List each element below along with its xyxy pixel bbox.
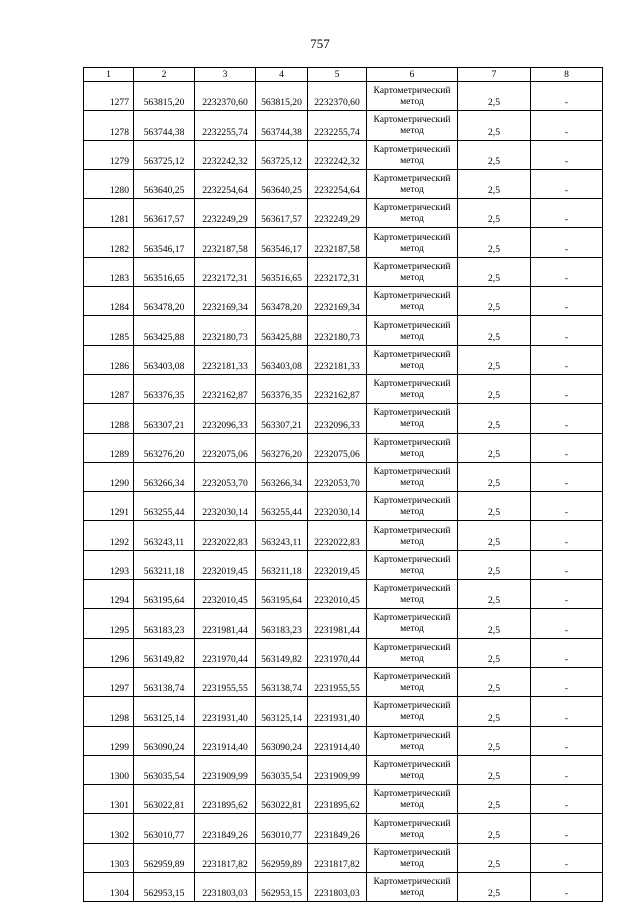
table-cell: 563090,24 <box>256 726 308 755</box>
coordinates-table <box>83 67 603 902</box>
table-cell: 2232254,64 <box>195 169 256 198</box>
table-cell: 563640,25 <box>134 169 195 198</box>
table-body <box>84 82 603 902</box>
table-cell: 2231803,03 <box>195 873 256 902</box>
table-cell: 562953,15 <box>256 873 308 902</box>
table-cell: 2232242,32 <box>308 140 367 169</box>
table-cell: 2,5 <box>458 785 531 814</box>
table-cell: 1304 <box>84 873 134 902</box>
table-cell: 2232019,45 <box>195 550 256 579</box>
table-cell: 2232162,87 <box>308 374 367 403</box>
column-header: 4 <box>256 68 308 82</box>
table-cell: 1288 <box>84 404 134 433</box>
table-cell: - <box>531 667 603 696</box>
table-cell: - <box>531 257 603 286</box>
table-cell: Картометрический метод <box>367 492 458 521</box>
table-cell: 563276,20 <box>256 433 308 462</box>
table-cell: 563546,17 <box>134 228 195 257</box>
table-header-row <box>84 68 603 82</box>
table-cell: Картометрический метод <box>367 287 458 316</box>
table-cell: 2,5 <box>458 697 531 726</box>
table-cell: - <box>531 785 603 814</box>
table-cell: 2232010,45 <box>308 580 367 609</box>
table-cell: 2231981,44 <box>195 609 256 638</box>
table-cell: 563425,88 <box>256 316 308 345</box>
table-cell: 563255,44 <box>256 492 308 521</box>
table-cell: 563183,23 <box>256 609 308 638</box>
table-cell: - <box>531 521 603 550</box>
table-row <box>84 111 603 140</box>
table-row <box>84 521 603 550</box>
table-cell: Картометрический метод <box>367 667 458 696</box>
table-cell: 2,5 <box>458 140 531 169</box>
column-header: 8 <box>531 68 603 82</box>
table-cell: 1303 <box>84 843 134 872</box>
table-cell: - <box>531 726 603 755</box>
table-cell: 563478,20 <box>134 287 195 316</box>
table-cell: 1295 <box>84 609 134 638</box>
table-cell: 563022,81 <box>134 785 195 814</box>
table-row <box>84 140 603 169</box>
table-cell: 1277 <box>84 82 134 111</box>
table-cell: Картометрический метод <box>367 843 458 872</box>
table-cell: Картометрический метод <box>367 257 458 286</box>
table-cell: 563243,11 <box>256 521 308 550</box>
table-cell: 2,5 <box>458 550 531 579</box>
table-cell: 2,5 <box>458 345 531 374</box>
table-cell: 2232249,29 <box>308 199 367 228</box>
table-row <box>84 404 603 433</box>
table-cell: 563403,08 <box>134 345 195 374</box>
table-cell: 2232169,34 <box>308 287 367 316</box>
table-row <box>84 580 603 609</box>
column-header: 5 <box>308 68 367 82</box>
table-cell: 2232053,70 <box>308 462 367 491</box>
table-row <box>84 843 603 872</box>
table-row <box>84 609 603 638</box>
table-cell: 2232053,70 <box>195 462 256 491</box>
table-row <box>84 287 603 316</box>
table-cell: 563725,12 <box>256 140 308 169</box>
table-cell: 2231817,82 <box>195 843 256 872</box>
table-cell: 2,5 <box>458 638 531 667</box>
page-number: 757 <box>310 36 330 51</box>
table-row <box>84 316 603 345</box>
table-cell: 1302 <box>84 814 134 843</box>
table-row <box>84 755 603 784</box>
table-cell: 2232180,73 <box>195 316 256 345</box>
column-header: 3 <box>195 68 256 82</box>
table-cell: 2,5 <box>458 169 531 198</box>
table-cell: 1290 <box>84 462 134 491</box>
table-cell: 2,5 <box>458 843 531 872</box>
table-cell: 2232172,31 <box>195 257 256 286</box>
table-cell: 563516,65 <box>256 257 308 286</box>
table-cell: 563744,38 <box>134 111 195 140</box>
table-row <box>84 667 603 696</box>
table-cell: 563617,57 <box>134 199 195 228</box>
table-cell: 2,5 <box>458 580 531 609</box>
table-cell: Картометрический метод <box>367 462 458 491</box>
table-cell: 563149,82 <box>134 638 195 667</box>
table-cell: 1299 <box>84 726 134 755</box>
table-cell: 1297 <box>84 667 134 696</box>
table-cell: 2232187,58 <box>195 228 256 257</box>
table-cell: Картометрический метод <box>367 433 458 462</box>
table-cell: 563744,38 <box>256 111 308 140</box>
table-cell: 2232030,14 <box>195 492 256 521</box>
table-cell: 563307,21 <box>134 404 195 433</box>
table-cell: 2232370,60 <box>308 82 367 111</box>
table-row <box>84 550 603 579</box>
table-cell: 2231895,62 <box>195 785 256 814</box>
table-cell: 2231817,82 <box>308 843 367 872</box>
table-cell: 2232180,73 <box>308 316 367 345</box>
table-cell: 2,5 <box>458 257 531 286</box>
table-row <box>84 638 603 667</box>
table-cell: 2231955,55 <box>308 667 367 696</box>
table-cell: 1294 <box>84 580 134 609</box>
table-cell: 1292 <box>84 521 134 550</box>
table-row <box>84 169 603 198</box>
column-header: 2 <box>134 68 195 82</box>
table-cell: 2231914,40 <box>195 726 256 755</box>
table-cell: - <box>531 404 603 433</box>
table-cell: Картометрический метод <box>367 316 458 345</box>
table-row <box>84 82 603 111</box>
table-cell: 563149,82 <box>256 638 308 667</box>
table-cell: 1282 <box>84 228 134 257</box>
table-cell: 1298 <box>84 697 134 726</box>
table-row <box>84 374 603 403</box>
table-cell: 563125,14 <box>256 697 308 726</box>
table-cell: 563478,20 <box>256 287 308 316</box>
table-cell: 2232187,58 <box>308 228 367 257</box>
table-cell: 2,5 <box>458 404 531 433</box>
table-row <box>84 873 603 902</box>
table-cell: Картометрический метод <box>367 404 458 433</box>
table-cell: - <box>531 316 603 345</box>
table-cell: 2,5 <box>458 228 531 257</box>
table-cell: 1286 <box>84 345 134 374</box>
table-cell: 2231931,40 <box>308 697 367 726</box>
column-header: 6 <box>367 68 458 82</box>
table-cell: Картометрический метод <box>367 550 458 579</box>
table-cell: 2,5 <box>458 726 531 755</box>
table-cell: 563815,20 <box>134 82 195 111</box>
table-cell: 2232181,33 <box>195 345 256 374</box>
table-cell: 1293 <box>84 550 134 579</box>
column-header: 1 <box>84 68 134 82</box>
column-header: 7 <box>458 68 531 82</box>
table-cell: Картометрический метод <box>367 82 458 111</box>
table-cell: - <box>531 345 603 374</box>
table-cell: 2,5 <box>458 462 531 491</box>
table-cell: 563516,65 <box>134 257 195 286</box>
table-cell: Картометрический метод <box>367 521 458 550</box>
table-cell: 2232022,83 <box>308 521 367 550</box>
table-cell: 563138,74 <box>134 667 195 696</box>
table-cell: 2232010,45 <box>195 580 256 609</box>
table-cell: 563125,14 <box>134 697 195 726</box>
table-cell: - <box>531 609 603 638</box>
table-cell: Картометрический метод <box>367 873 458 902</box>
table-cell: 563815,20 <box>256 82 308 111</box>
table-cell: 563010,77 <box>134 814 195 843</box>
table-cell: 2231895,62 <box>308 785 367 814</box>
table-cell: 1287 <box>84 374 134 403</box>
table-row <box>84 462 603 491</box>
table-cell: 2232075,06 <box>195 433 256 462</box>
table-cell: 563546,17 <box>256 228 308 257</box>
table-cell: 2,5 <box>458 111 531 140</box>
table-cell: 2231803,03 <box>308 873 367 902</box>
table-cell: 563640,25 <box>256 169 308 198</box>
table-cell: - <box>531 755 603 784</box>
table-cell: 2232096,33 <box>195 404 256 433</box>
table-cell: 2231970,44 <box>308 638 367 667</box>
table-cell: 2232162,87 <box>195 374 256 403</box>
table-cell: 563211,18 <box>134 550 195 579</box>
table-cell: Картометрический метод <box>367 345 458 374</box>
table-cell: 563243,11 <box>134 521 195 550</box>
table-cell: - <box>531 199 603 228</box>
table-cell: 2,5 <box>458 433 531 462</box>
table-cell: - <box>531 550 603 579</box>
table-cell: 2,5 <box>458 374 531 403</box>
table-cell: - <box>531 638 603 667</box>
table-cell: - <box>531 374 603 403</box>
table-cell: Картометрический метод <box>367 785 458 814</box>
table-cell: 563010,77 <box>256 814 308 843</box>
table-cell: 563195,64 <box>256 580 308 609</box>
table-cell: 2231909,99 <box>195 755 256 784</box>
table-cell: - <box>531 580 603 609</box>
table-cell: 1278 <box>84 111 134 140</box>
table-cell: Картометрический метод <box>367 169 458 198</box>
table-cell: 2,5 <box>458 492 531 521</box>
table-cell: - <box>531 433 603 462</box>
table-cell: 563035,54 <box>134 755 195 784</box>
table-cell: 2232019,45 <box>308 550 367 579</box>
table-cell: Картометрический метод <box>367 697 458 726</box>
table-row <box>84 345 603 374</box>
table-cell: 2,5 <box>458 287 531 316</box>
table-cell: - <box>531 873 603 902</box>
table-cell: - <box>531 843 603 872</box>
table-cell: 563425,88 <box>134 316 195 345</box>
table-cell: 2232022,83 <box>195 521 256 550</box>
table-cell: 1281 <box>84 199 134 228</box>
table-cell: Картометрический метод <box>367 755 458 784</box>
table-cell: 2,5 <box>458 316 531 345</box>
table-row <box>84 785 603 814</box>
table-cell: 1279 <box>84 140 134 169</box>
table-cell: Картометрический метод <box>367 228 458 257</box>
table-cell: 1289 <box>84 433 134 462</box>
table-cell: 2232075,06 <box>308 433 367 462</box>
table-cell: 1296 <box>84 638 134 667</box>
table-cell: 563035,54 <box>256 755 308 784</box>
table-cell: 2,5 <box>458 814 531 843</box>
table-cell: 563376,35 <box>134 374 195 403</box>
table-cell: 1284 <box>84 287 134 316</box>
table-cell: 562953,15 <box>134 873 195 902</box>
table-cell: 563022,81 <box>256 785 308 814</box>
table-cell: 2232172,31 <box>308 257 367 286</box>
table-cell: - <box>531 287 603 316</box>
table-cell: 563725,12 <box>134 140 195 169</box>
table-cell: - <box>531 228 603 257</box>
table-cell: Картометрический метод <box>367 726 458 755</box>
table-cell: Картометрический метод <box>367 814 458 843</box>
table-cell: 563211,18 <box>256 550 308 579</box>
table-cell: 2,5 <box>458 755 531 784</box>
table-row <box>84 433 603 462</box>
table-cell: 2232242,32 <box>195 140 256 169</box>
table-cell: 2232255,74 <box>195 111 256 140</box>
table-cell: 2,5 <box>458 82 531 111</box>
table-cell: 562959,89 <box>134 843 195 872</box>
table-cell: 2,5 <box>458 521 531 550</box>
table-cell: 563138,74 <box>256 667 308 696</box>
table-cell: Картометрический метод <box>367 140 458 169</box>
table-cell: 2,5 <box>458 609 531 638</box>
table-cell: 1283 <box>84 257 134 286</box>
table-cell: 1285 <box>84 316 134 345</box>
table-cell: - <box>531 492 603 521</box>
table-cell: 563183,23 <box>134 609 195 638</box>
table-cell: Картометрический метод <box>367 609 458 638</box>
table-cell: 2232181,33 <box>308 345 367 374</box>
table-cell: 563266,34 <box>256 462 308 491</box>
table-cell: Картометрический метод <box>367 111 458 140</box>
table-cell: 563307,21 <box>256 404 308 433</box>
table-cell: 563276,20 <box>134 433 195 462</box>
table-cell: 2232370,60 <box>195 82 256 111</box>
table-cell: 2231955,55 <box>195 667 256 696</box>
table-cell: 2232249,29 <box>195 199 256 228</box>
table-cell: 563255,44 <box>134 492 195 521</box>
table-cell: - <box>531 814 603 843</box>
table-row <box>84 697 603 726</box>
table-cell: 2231931,40 <box>195 697 256 726</box>
table-cell: 563403,08 <box>256 345 308 374</box>
table-cell: - <box>531 697 603 726</box>
table-row <box>84 492 603 521</box>
table-cell: Картометрический метод <box>367 374 458 403</box>
table-cell: 563617,57 <box>256 199 308 228</box>
table-cell: Картометрический метод <box>367 199 458 228</box>
table-cell: 563266,34 <box>134 462 195 491</box>
table-cell: 2231849,26 <box>195 814 256 843</box>
table-cell: 2232254,64 <box>308 169 367 198</box>
table-cell: Картометрический метод <box>367 580 458 609</box>
table-cell: - <box>531 140 603 169</box>
table-cell: 1301 <box>84 785 134 814</box>
table-row <box>84 199 603 228</box>
table-cell: 2231909,99 <box>308 755 367 784</box>
table-cell: 1291 <box>84 492 134 521</box>
table-cell: 2232169,34 <box>195 287 256 316</box>
table-cell: 563376,35 <box>256 374 308 403</box>
table-row <box>84 228 603 257</box>
table-cell: 2,5 <box>458 667 531 696</box>
table-cell: Картометрический метод <box>367 638 458 667</box>
table-row <box>84 726 603 755</box>
table-cell: 2,5 <box>458 199 531 228</box>
table-cell: 2231914,40 <box>308 726 367 755</box>
table-cell: 2,5 <box>458 873 531 902</box>
table-cell: 563195,64 <box>134 580 195 609</box>
table-cell: - <box>531 169 603 198</box>
table-cell: 2231970,44 <box>195 638 256 667</box>
table-cell: 2231981,44 <box>308 609 367 638</box>
table-cell: 1300 <box>84 755 134 784</box>
table-cell: 563090,24 <box>134 726 195 755</box>
table-row <box>84 814 603 843</box>
table-cell: - <box>531 462 603 491</box>
table-row <box>84 257 603 286</box>
table-cell: - <box>531 111 603 140</box>
table-cell: 2232030,14 <box>308 492 367 521</box>
table-cell: - <box>531 82 603 111</box>
table-cell: 562959,89 <box>256 843 308 872</box>
table-cell: 1280 <box>84 169 134 198</box>
table-cell: 2232096,33 <box>308 404 367 433</box>
table-cell: 2232255,74 <box>308 111 367 140</box>
table-cell: 2231849,26 <box>308 814 367 843</box>
